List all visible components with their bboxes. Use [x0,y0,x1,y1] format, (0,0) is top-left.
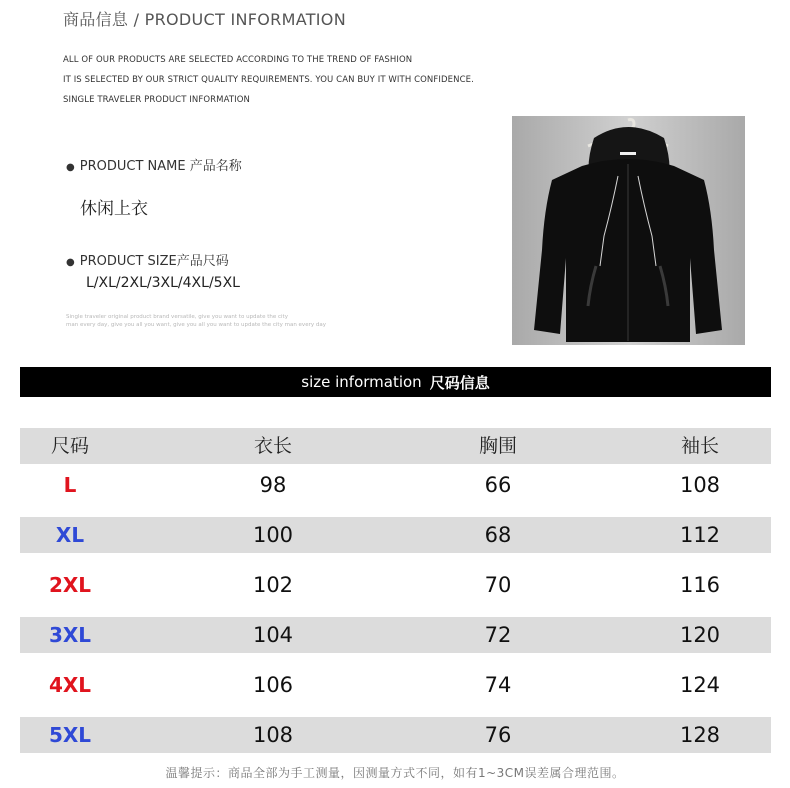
sleeve-value: 112 [679,523,721,547]
product-size-label-text: PRODUCT SIZE产品尺码 [79,254,229,269]
size-label: 2XL [48,573,92,597]
product-name-label-text: PRODUCT NAME 产品名称 [79,159,242,174]
title-separator: / [128,10,145,29]
length-value: 102 [252,573,294,597]
length-value: 108 [252,723,294,747]
product-name-label [66,155,242,174]
length-value: 106 [252,673,294,697]
chest-value: 76 [484,723,512,747]
bullet-icon: ● [66,257,75,268]
chest-value: 68 [484,523,512,547]
description-line-2: IT IS SELECTED BY OUR STRICT QUALITY REQUIREMENTS. YOU CAN BUY IT WITH CONFIDENCE. [63,75,474,85]
sleeve-value: 116 [679,573,721,597]
product-size-value: L/XL/2XL/3XL/4XL/5XL [86,275,240,291]
banner-en: size information [301,373,422,391]
banner-cn: 尺码信息 [429,373,490,392]
size-label: 4XL [48,673,92,697]
chest-value: 72 [484,623,512,647]
bullet-icon: ● [66,162,75,173]
size-label: L [63,473,77,497]
table-row [20,617,771,653]
sleeve-value: 128 [679,723,721,747]
table-row [20,717,771,753]
sleeve-value: 120 [679,623,721,647]
description-line-3: SINGLE TRAVELER PRODUCT INFORMATION [63,95,250,105]
size-table-header [20,428,771,464]
product-size-label [66,250,229,269]
header-size: 尺码 [50,435,89,457]
chest-value: 74 [484,673,512,697]
length-value: 100 [252,523,294,547]
size-label: 5XL [48,723,92,747]
header-chest: 胸围 [478,435,517,457]
hoodie-image [512,116,745,345]
header-sleeve: 袖长 [680,435,719,457]
faint-text-1: Single traveler original product brand versatile, give you want to update the city [66,314,288,320]
size-information-banner [20,367,771,397]
faint-text-2: man every day, give you all you want, give you all you want to update the city man every day [66,322,326,328]
length-value: 98 [259,473,287,497]
sleeve-value: 108 [679,473,721,497]
table-row [20,667,771,703]
description-line-1: ALL OF OUR PRODUCTS ARE SELECTED ACCORDING TO THE TREND OF FASHION [63,55,413,65]
size-label: 3XL [48,623,92,647]
measurement-note: 温馨提示：商品全部为手工测量，因测量方式不同，如有1~3CM误差属合理范围。 [165,766,625,780]
size-label: XL [55,523,85,547]
chest-value: 70 [484,573,512,597]
header-length: 衣长 [253,435,292,457]
product-name-value: 休闲上衣 [80,199,148,219]
page-title [63,7,346,30]
title-cn: 商品信息 [63,10,129,29]
length-value: 104 [252,623,294,647]
sleeve-value: 124 [679,673,721,697]
title-en: PRODUCT INFORMATION [144,10,346,29]
table-row [20,567,771,603]
table-row [20,467,771,503]
product-photo [512,116,745,345]
table-row [20,517,771,553]
chest-value: 66 [484,473,512,497]
